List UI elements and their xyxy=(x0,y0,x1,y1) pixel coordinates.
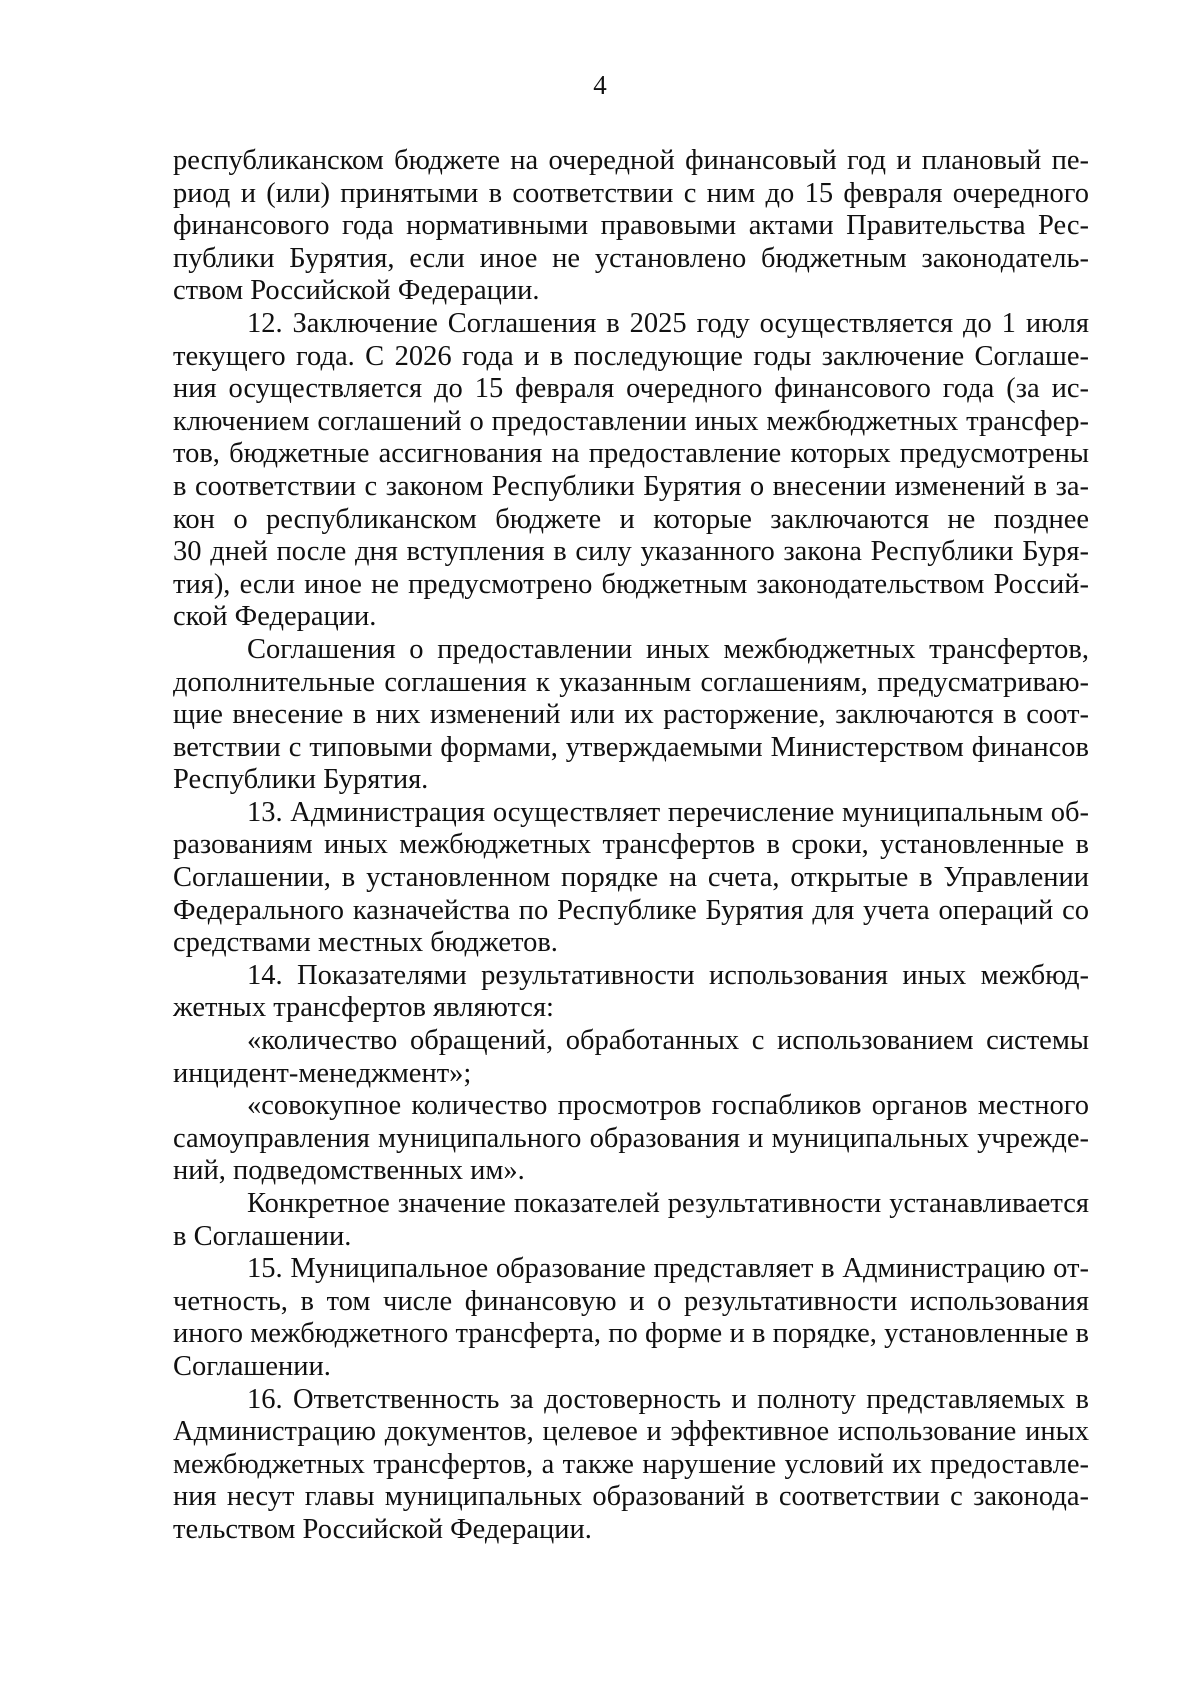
text-line: в Соглашении. xyxy=(173,1220,352,1252)
text-line: ветствии с типовыми формами, утверждаемыми Министерством финансов xyxy=(173,731,1089,763)
text-line: ния осуществляется до 15 февраля очередного финансового года (за ис- xyxy=(173,373,1089,405)
text-line: Администрацию документов, целевое и эффективное использование иных xyxy=(173,1416,1089,1448)
text-line: ключением соглашений о предоставлении иных межбюджетных трансфер- xyxy=(173,405,1089,437)
paragraph-p-15 xyxy=(173,1253,1089,1383)
text-line: иного межбюджетного трансферта, по форме и в порядке, установленные в xyxy=(173,1318,1089,1350)
text-line: «количество обращений, обработанных с использованием системы xyxy=(247,1025,1089,1057)
text-line: разованиям иных межбюджетных трансфертов в сроки, установленные в xyxy=(173,829,1089,861)
text-line: риод и (или) принятыми в соответствии с ним до 15 февраля очередного xyxy=(173,177,1089,209)
text-line: кон о республиканском бюджете и которые заключаются не позднее xyxy=(173,503,1089,535)
text-line: щие внесение в них изменений или их расторжение, заключаются в соот- xyxy=(173,699,1089,731)
text-line: межбюджетных трансфертов, а также нарушение условий их предоставле- xyxy=(173,1448,1089,1480)
paragraph-p-14 xyxy=(173,960,1089,1025)
paragraph-p-14a xyxy=(173,1025,1089,1090)
text-line: 16. Ответственность за достоверность и полноту представляемых в xyxy=(247,1383,1089,1415)
text-line: тов, бюджетные ассигнования на предоставление которых предусмотрены xyxy=(173,438,1089,470)
text-line: Республики Бурятия. xyxy=(173,764,429,796)
text-line: дополнительные соглашения к указанным соглашениям, предусматриваю- xyxy=(173,666,1089,698)
text-line: тельством Российской Федерации. xyxy=(173,1513,592,1545)
paragraph-p-14c xyxy=(173,1188,1089,1253)
document-body xyxy=(173,145,1089,1547)
text-line: средствами местных бюджетов. xyxy=(173,927,558,959)
text-line: Конкретное значение показателей результативности устанавливается xyxy=(247,1188,1089,1219)
page-number: 4 xyxy=(593,70,607,100)
paragraph-p-cont xyxy=(173,145,1089,308)
text-line: инцидент-менеджмент»; xyxy=(173,1057,472,1089)
text-line: четность, в том числе финансовую и о результативности использования xyxy=(173,1285,1089,1317)
paragraph-p-12b xyxy=(173,634,1089,797)
text-line: Федерального казначейства по Республике Бурятия для учета операций со xyxy=(173,894,1089,926)
paragraph-p-13 xyxy=(173,797,1089,960)
text-line: 13. Администрация осуществляет перечисление муниципальным об- xyxy=(247,796,1089,828)
paragraph-p-12 xyxy=(173,308,1089,634)
text-line: публики Бурятия, если иное не установлено бюджетным законодатель- xyxy=(173,242,1089,274)
text-line: 14. Показателями результативности использования иных межбюд- xyxy=(247,959,1089,991)
text-line: текущего года. С 2026 года и в последующие годы заключение Соглаше- xyxy=(173,340,1089,372)
text-line: Соглашения о предоставлении иных межбюджетных трансфертов, xyxy=(247,633,1089,665)
text-line: республиканском бюджете на очередной финансовый год и плановый пе- xyxy=(173,145,1089,176)
text-line: «совокупное количество просмотров госпабликов органов местного xyxy=(247,1090,1089,1122)
text-line: в соответствии с законом Республики Бурятия о внесении изменений в за- xyxy=(173,470,1089,502)
text-line: 15. Муниципальное образование представляет в Администрацию от- xyxy=(247,1253,1089,1285)
text-line: ния несут главы муниципальных образований в соответствии с законода- xyxy=(173,1481,1089,1513)
text-line: ством Российской Федерации. xyxy=(173,275,540,307)
text-line: 30 дней после дня вступления в силу указанного закона Республики Буря- xyxy=(173,536,1089,568)
text-line: самоуправления муниципального образования и муниципальных учрежде- xyxy=(173,1122,1089,1154)
text-line: тия), если иное не предусмотрено бюджетным законодательством Россий- xyxy=(173,568,1089,600)
text-line: 12. Заключение Соглашения в 2025 году осуществляется до 1 июля xyxy=(247,307,1089,339)
text-line: ской Федерации. xyxy=(173,601,377,633)
text-line: ний, подведомственных им». xyxy=(173,1155,525,1187)
text-line: Соглашении, в установленном порядке на счета, открытые в Управлении xyxy=(173,862,1089,894)
text-line: финансового года нормативными правовыми актами Правительства Рес- xyxy=(173,210,1089,242)
paragraph-p-14b xyxy=(173,1090,1089,1188)
paragraph-p-16 xyxy=(173,1384,1089,1547)
text-line: жетных трансфертов являются: xyxy=(173,992,554,1024)
text-line: Соглашении. xyxy=(173,1350,331,1382)
